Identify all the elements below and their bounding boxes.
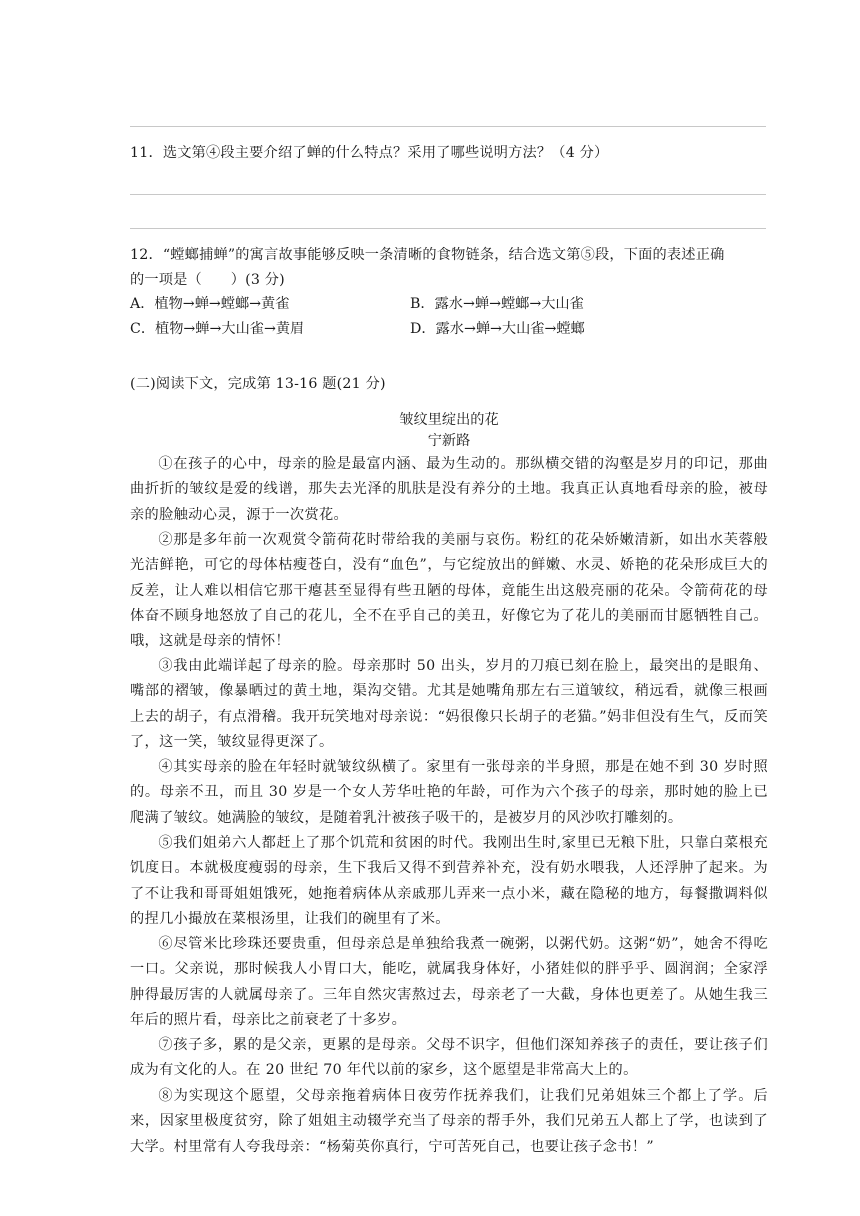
question-11: 11．选文第④段主要介绍了蝉的什么特点？采用了哪些说明方法？（4 分） <box>130 145 609 161</box>
option-b: B．露水→蝉→螳螂→大山雀 <box>410 296 584 312</box>
question-12-line-1: 12．“螳螂捕蝉”的寓言故事能够反映一条清晰的食物链条，结合选文第⑤段，下面的表述正确 <box>130 247 725 263</box>
option-a: A．植物→蝉→螳螂→黄雀 <box>130 296 290 312</box>
question-12-line-2: 的一项是（ ）(3 分) <box>130 272 285 288</box>
paragraph-4: ④其实母亲的脸在年轻时就皱纹纵横了。家里有一张母亲的半身照，那是在她不到 30 岁时照的。母亲不丑，而且 30 岁是一个女人芳华吐艳的年龄，可作为六个孩子的母亲，那时她的脸上已爬满了皱纹。她满脸的皱纹，是随着乳汁被孩子吸干的，是被岁月的风沙吹打雕刻的。 <box>130 759 768 826</box>
answer-line <box>130 228 766 229</box>
article-title: 皱纹里绽出的花 <box>399 412 499 428</box>
paragraph-6: ⑥尽管米比珍珠还要贵重，但母亲总是单独给我煮一碗粥，以粥代奶。这粥“奶”，她舍不得吃一口。父亲说，那时候我人小胃口大，能吃，就属我身体好，小猪娃似的胖乎乎、圆润润；全家浮肿得最厉害的人就属母亲了。三年自然灾害熬过去，母亲老了一大截，身体也更差了。从她生我三年后的照片看，母亲比之前衰老了十多岁。 <box>130 936 768 1028</box>
answer-line <box>130 126 766 127</box>
option-d: D．露水→蝉→大山雀→螳螂 <box>410 321 585 337</box>
paragraph-2: ②那是多年前一次观赏令箭荷花时带给我的美丽与哀伤。粉红的花朵娇嫩清新，如出水芙蓉般光洁鲜艳，可它的母体枯瘦苍白，没有“血色”，与它绽放出的鲜嫩、水灵、娇艳的花朵形成巨大的反差，让人难以相信它那干瘪甚至显得有些丑陋的母体，竟能生出这般亮丽的花朵。令箭荷花的母体奋不顾身地怒放了自己的花儿，全不在乎自己的美丑，好像它为了花儿的美丽而甘愿牺牲自己。哦，这就是母亲的情怀！ <box>130 532 768 650</box>
answer-line <box>130 194 766 195</box>
paragraph-7: ⑦孩子多，累的是父亲，更累的是母亲。父母不识字，但他们深知养孩子的责任，要让孩子们成为有文化的人。在 20 世纪 70 年代以前的家乡，这个愿望是非常高大上的。 <box>130 1037 768 1079</box>
paragraph-5: ⑤我们姐弟六人都赶上了那个饥荒和贫困的时代。我刚出生时,家里已无粮下肚，只靠白菜根充饥度日。本就极度瘦弱的母亲，生下我后又得不到营养补充，没有奶水喂我，人还浮肿了起来。为了不让我和哥哥姐姐饿死，她拖着病体从亲戚那儿弄来一点小米，藏在隐秘的地方，每餐撒调料似的捏几小撮放在菜根汤里，让我们的碗里有了米。 <box>130 835 768 927</box>
option-c: C．植物→蝉→大山雀→黄眉 <box>130 321 305 337</box>
section-heading: (二)阅读下文，完成第 13-16 题(21 分) <box>130 376 386 392</box>
paragraph-8: ⑧为实现这个愿望，父母亲拖着病体日夜劳作抚养我们，让我们兄弟姐妹三个都上了学。后来，因家里极度贫穷，除了姐姐主动辍学充当了母亲的帮手外，我们兄弟五人都上了学，也读到了大学。村里常有人夸我母亲：“杨菊英你真行，宁可苦死自己，也要让孩子念书！” <box>130 1088 768 1155</box>
paragraph-1: ①在孩子的心中，母亲的脸是最富内涵、最为生动的。那纵横交错的沟壑是岁月的印记，那曲曲折折的皱纹是爱的线谱，那失去光泽的肌肤是没有养分的土地。我真正认真地看母亲的脸，被母亲的脸触动心灵，源于一次赏花。 <box>130 456 768 523</box>
article-author: 宁新路 <box>427 433 471 449</box>
paragraph-3: ③我由此端详起了母亲的脸。母亲那时 50 出头，岁月的刀痕已刻在脸上，最突出的是眼角、嘴部的褶皱，像暴晒过的黄土地，渠沟交错。尤其是她嘴角那左右三道皱纹，稍远看，就像三根画上去的胡子，有点滑稽。我开玩笑地对母亲说：“妈很像只长胡子的老猫。”妈非但没有生气，反而笑了，这一笑，皱纹显得更深了。 <box>130 658 768 750</box>
